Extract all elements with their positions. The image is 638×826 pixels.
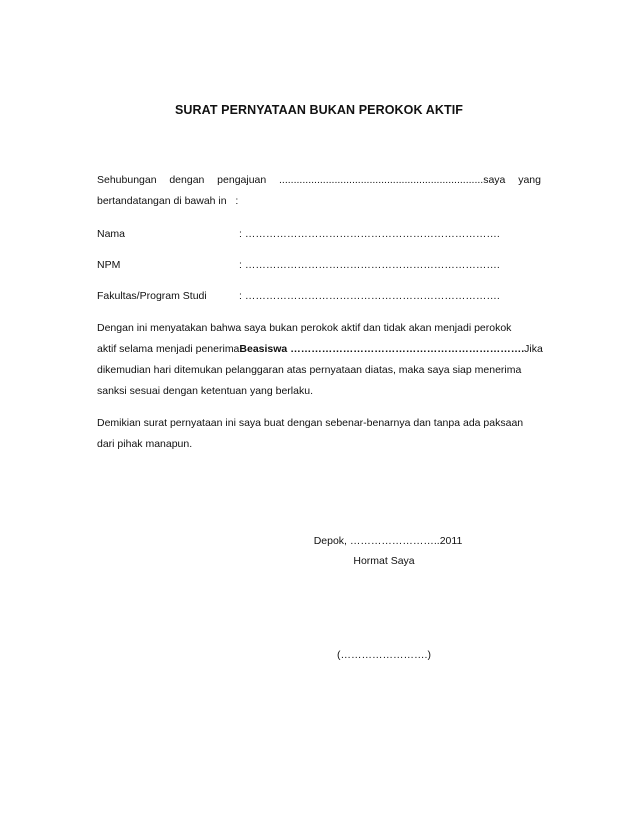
- field-value: : ……………………………………………………………….: [239, 228, 500, 240]
- intro-dots: ......................................................................saya: [279, 174, 506, 186]
- field-npm: [97, 259, 541, 275]
- intro-word: Sehubungan: [97, 174, 157, 186]
- field-label: Fakultas/Program Studi: [97, 290, 207, 302]
- regards-text: Hormat Saya: [353, 555, 415, 567]
- statement-text: Jika: [524, 343, 543, 355]
- statement-line-3: dikemudian hari ditemukan pelanggaran atas pernyataan diatas, maka saya siap menerima: [97, 364, 522, 376]
- intro-line-2: bertandatangan di bawah in :: [97, 195, 239, 207]
- page-title: SURAT PERNYATAAN BUKAN PEROKOK AKTIF: [174, 103, 464, 117]
- field-value: : ……………………………………………………………….: [239, 259, 500, 271]
- closing-line-2: dari pihak manapun.: [97, 438, 193, 450]
- intro-word: yang: [518, 174, 541, 186]
- statement-line-4: sanksi sesuai dengan ketentuan yang berlaku.: [97, 385, 313, 397]
- statement-line-2: [97, 339, 541, 360]
- closing-paragraph: [97, 413, 541, 455]
- field-nama: [97, 228, 541, 244]
- intro-line-1: [97, 170, 541, 191]
- field-label: Nama: [97, 228, 126, 240]
- field-fakultas: [97, 290, 541, 306]
- intro-word: dengan: [169, 174, 205, 186]
- statement-line-1: Dengan ini menyatakan bahwa saya bukan perokok aktif dan tidak akan menjadi perokok: [97, 322, 512, 334]
- intro-word: pengajuan: [217, 174, 267, 186]
- statement-paragraph: [97, 318, 541, 402]
- signature-name-placeholder: (…………………….): [337, 649, 431, 661]
- intro-paragraph: [97, 170, 541, 212]
- field-value: : ……………………………………………………………….: [239, 290, 500, 302]
- statement-text: aktif selama menjadi penerima: [97, 343, 240, 355]
- closing-line-1: Demikian surat pernyataan ini saya buat dengan sebenar-benarnya dan tanpa ada paksaan: [97, 417, 524, 429]
- scholarship-name: Beasiswa ………………………………………………………….: [239, 343, 525, 355]
- field-label: NPM: [97, 259, 121, 271]
- place-date: Depok, ……………………..2011: [313, 535, 463, 547]
